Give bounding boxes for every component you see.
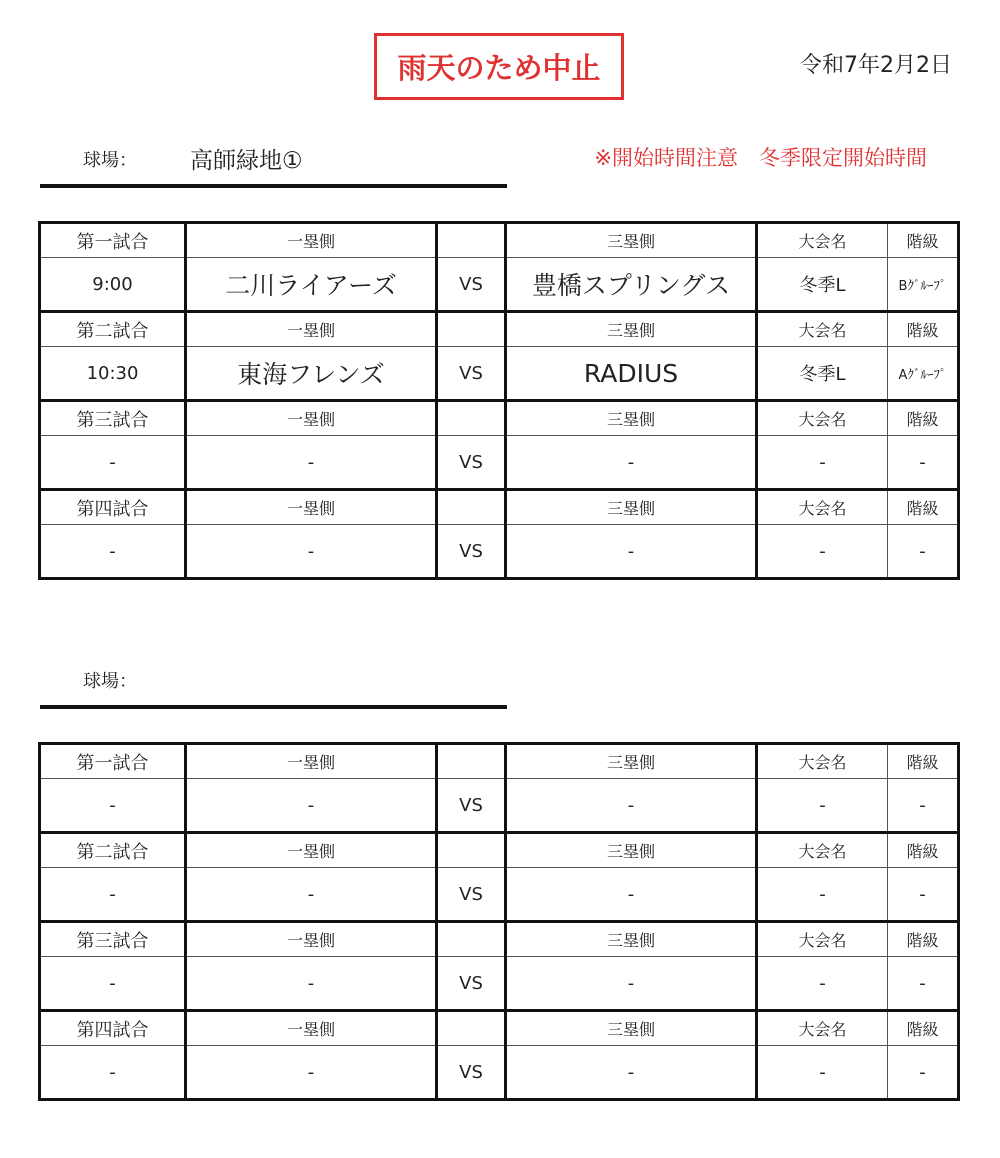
game-data-row — [40, 1046, 959, 1100]
tournament-header: 大会名 — [757, 1011, 888, 1046]
game-data-row — [40, 779, 959, 833]
home-team: - — [186, 436, 437, 490]
away-team: - — [506, 779, 757, 833]
grade-value: Aｸﾞﾙｰﾌﾟ — [888, 347, 959, 401]
tournament-header: 大会名 — [757, 833, 888, 868]
grade-header: 階級 — [888, 1011, 959, 1046]
game-header-row — [40, 833, 959, 868]
grade-value: - — [888, 436, 959, 490]
home-header: 一塁側 — [186, 223, 437, 258]
tournament-header: 大会名 — [757, 922, 888, 957]
home-team: - — [186, 525, 437, 579]
venue-underline — [40, 184, 507, 188]
vs-header — [437, 1011, 506, 1046]
home-header: 一塁側 — [186, 744, 437, 779]
tournament-name: - — [757, 436, 888, 490]
game-header-row — [40, 223, 959, 258]
cancel-notice: 雨天のため中止 — [374, 33, 624, 100]
home-header: 一塁側 — [186, 312, 437, 347]
schedule-table — [38, 221, 960, 580]
away-team: - — [506, 1046, 757, 1100]
vs-header — [437, 401, 506, 436]
away-team: - — [506, 868, 757, 922]
game-header-row — [40, 490, 959, 525]
away-header: 三塁側 — [506, 401, 757, 436]
home-header: 一塁側 — [186, 490, 437, 525]
game-time: - — [40, 957, 186, 1011]
grade-value: - — [888, 1046, 959, 1100]
game-number: 第三試合 — [40, 401, 186, 436]
home-team: - — [186, 779, 437, 833]
game-number: 第四試合 — [40, 1011, 186, 1046]
vs-label: VS — [437, 1046, 506, 1100]
away-header: 三塁側 — [506, 922, 757, 957]
game-number: 第三試合 — [40, 922, 186, 957]
vs-header — [437, 744, 506, 779]
tournament-header: 大会名 — [757, 401, 888, 436]
game-data-row — [40, 957, 959, 1011]
grade-value: - — [888, 868, 959, 922]
game-time: - — [40, 868, 186, 922]
tournament-header: 大会名 — [757, 312, 888, 347]
tournament-header: 大会名 — [757, 744, 888, 779]
venue-label: 球場： — [83, 671, 137, 692]
away-header: 三塁側 — [506, 490, 757, 525]
tournament-name: - — [757, 1046, 888, 1100]
game-number: 第四試合 — [40, 490, 186, 525]
home-team: 東海フレンズ — [186, 347, 437, 401]
tournament-name: - — [757, 868, 888, 922]
tournament-header: 大会名 — [757, 490, 888, 525]
vs-label: VS — [437, 436, 506, 490]
away-team: - — [506, 436, 757, 490]
tournament-name: - — [757, 779, 888, 833]
away-header: 三塁側 — [506, 744, 757, 779]
game-header-row — [40, 1011, 959, 1046]
game-header-row — [40, 744, 959, 779]
away-header: 三塁側 — [506, 223, 757, 258]
home-header: 一塁側 — [186, 401, 437, 436]
home-team: - — [186, 957, 437, 1011]
home-team: - — [186, 868, 437, 922]
game-time: 10:30 — [40, 347, 186, 401]
vs-label: VS — [437, 525, 506, 579]
game-number: 第二試合 — [40, 312, 186, 347]
vs-header — [437, 223, 506, 258]
vs-label: VS — [437, 957, 506, 1011]
game-time: - — [40, 525, 186, 579]
schedule-table — [38, 742, 960, 1101]
vs-label: VS — [437, 779, 506, 833]
home-header: 一塁側 — [186, 833, 437, 868]
grade-header: 階級 — [888, 922, 959, 957]
away-team: - — [506, 957, 757, 1011]
game-time: 9:00 — [40, 258, 186, 312]
tournament-name: 冬季L — [757, 258, 888, 312]
game-header-row — [40, 312, 959, 347]
home-header: 一塁側 — [186, 1011, 437, 1046]
grade-header: 階級 — [888, 312, 959, 347]
game-time: - — [40, 436, 186, 490]
game-header-row — [40, 401, 959, 436]
vs-header — [437, 833, 506, 868]
tournament-name: - — [757, 525, 888, 579]
vs-label: VS — [437, 868, 506, 922]
game-data-row — [40, 347, 959, 401]
game-time: - — [40, 1046, 186, 1100]
start-time-notice: ※開始時間注意 冬季限定開始時間 — [594, 146, 927, 170]
venue-underline — [40, 705, 507, 709]
home-team: - — [186, 1046, 437, 1100]
vs-header — [437, 490, 506, 525]
grade-header: 階級 — [888, 744, 959, 779]
away-header: 三塁側 — [506, 833, 757, 868]
game-data-row — [40, 525, 959, 579]
tournament-header: 大会名 — [757, 223, 888, 258]
tournament-name: - — [757, 957, 888, 1011]
vs-header — [437, 312, 506, 347]
vs-label: VS — [437, 347, 506, 401]
away-header: 三塁側 — [506, 312, 757, 347]
grade-value: - — [888, 525, 959, 579]
game-data-row — [40, 868, 959, 922]
grade-value: - — [888, 779, 959, 833]
home-header: 一塁側 — [186, 922, 437, 957]
game-number: 第一試合 — [40, 744, 186, 779]
schedule-date: 令和7年2月2日 — [800, 53, 952, 78]
tournament-name: 冬季L — [757, 347, 888, 401]
away-team: RADIUS — [506, 347, 757, 401]
game-header-row — [40, 922, 959, 957]
grade-header: 階級 — [888, 401, 959, 436]
grade-value: Bｸﾞﾙｰﾌﾟ — [888, 258, 959, 312]
game-number: 第二試合 — [40, 833, 186, 868]
venue-name: 高師緑地① — [190, 148, 303, 174]
vs-header — [437, 922, 506, 957]
grade-header: 階級 — [888, 223, 959, 258]
game-number: 第一試合 — [40, 223, 186, 258]
away-header: 三塁側 — [506, 1011, 757, 1046]
venue-label: 球場： — [83, 150, 137, 171]
vs-label: VS — [437, 258, 506, 312]
grade-header: 階級 — [888, 833, 959, 868]
grade-value: - — [888, 957, 959, 1011]
away-team: 豊橋スプリングス — [506, 258, 757, 312]
away-team: - — [506, 525, 757, 579]
game-data-row — [40, 258, 959, 312]
game-time: - — [40, 779, 186, 833]
home-team: 二川ライアーズ — [186, 258, 437, 312]
grade-header: 階級 — [888, 490, 959, 525]
game-data-row — [40, 436, 959, 490]
